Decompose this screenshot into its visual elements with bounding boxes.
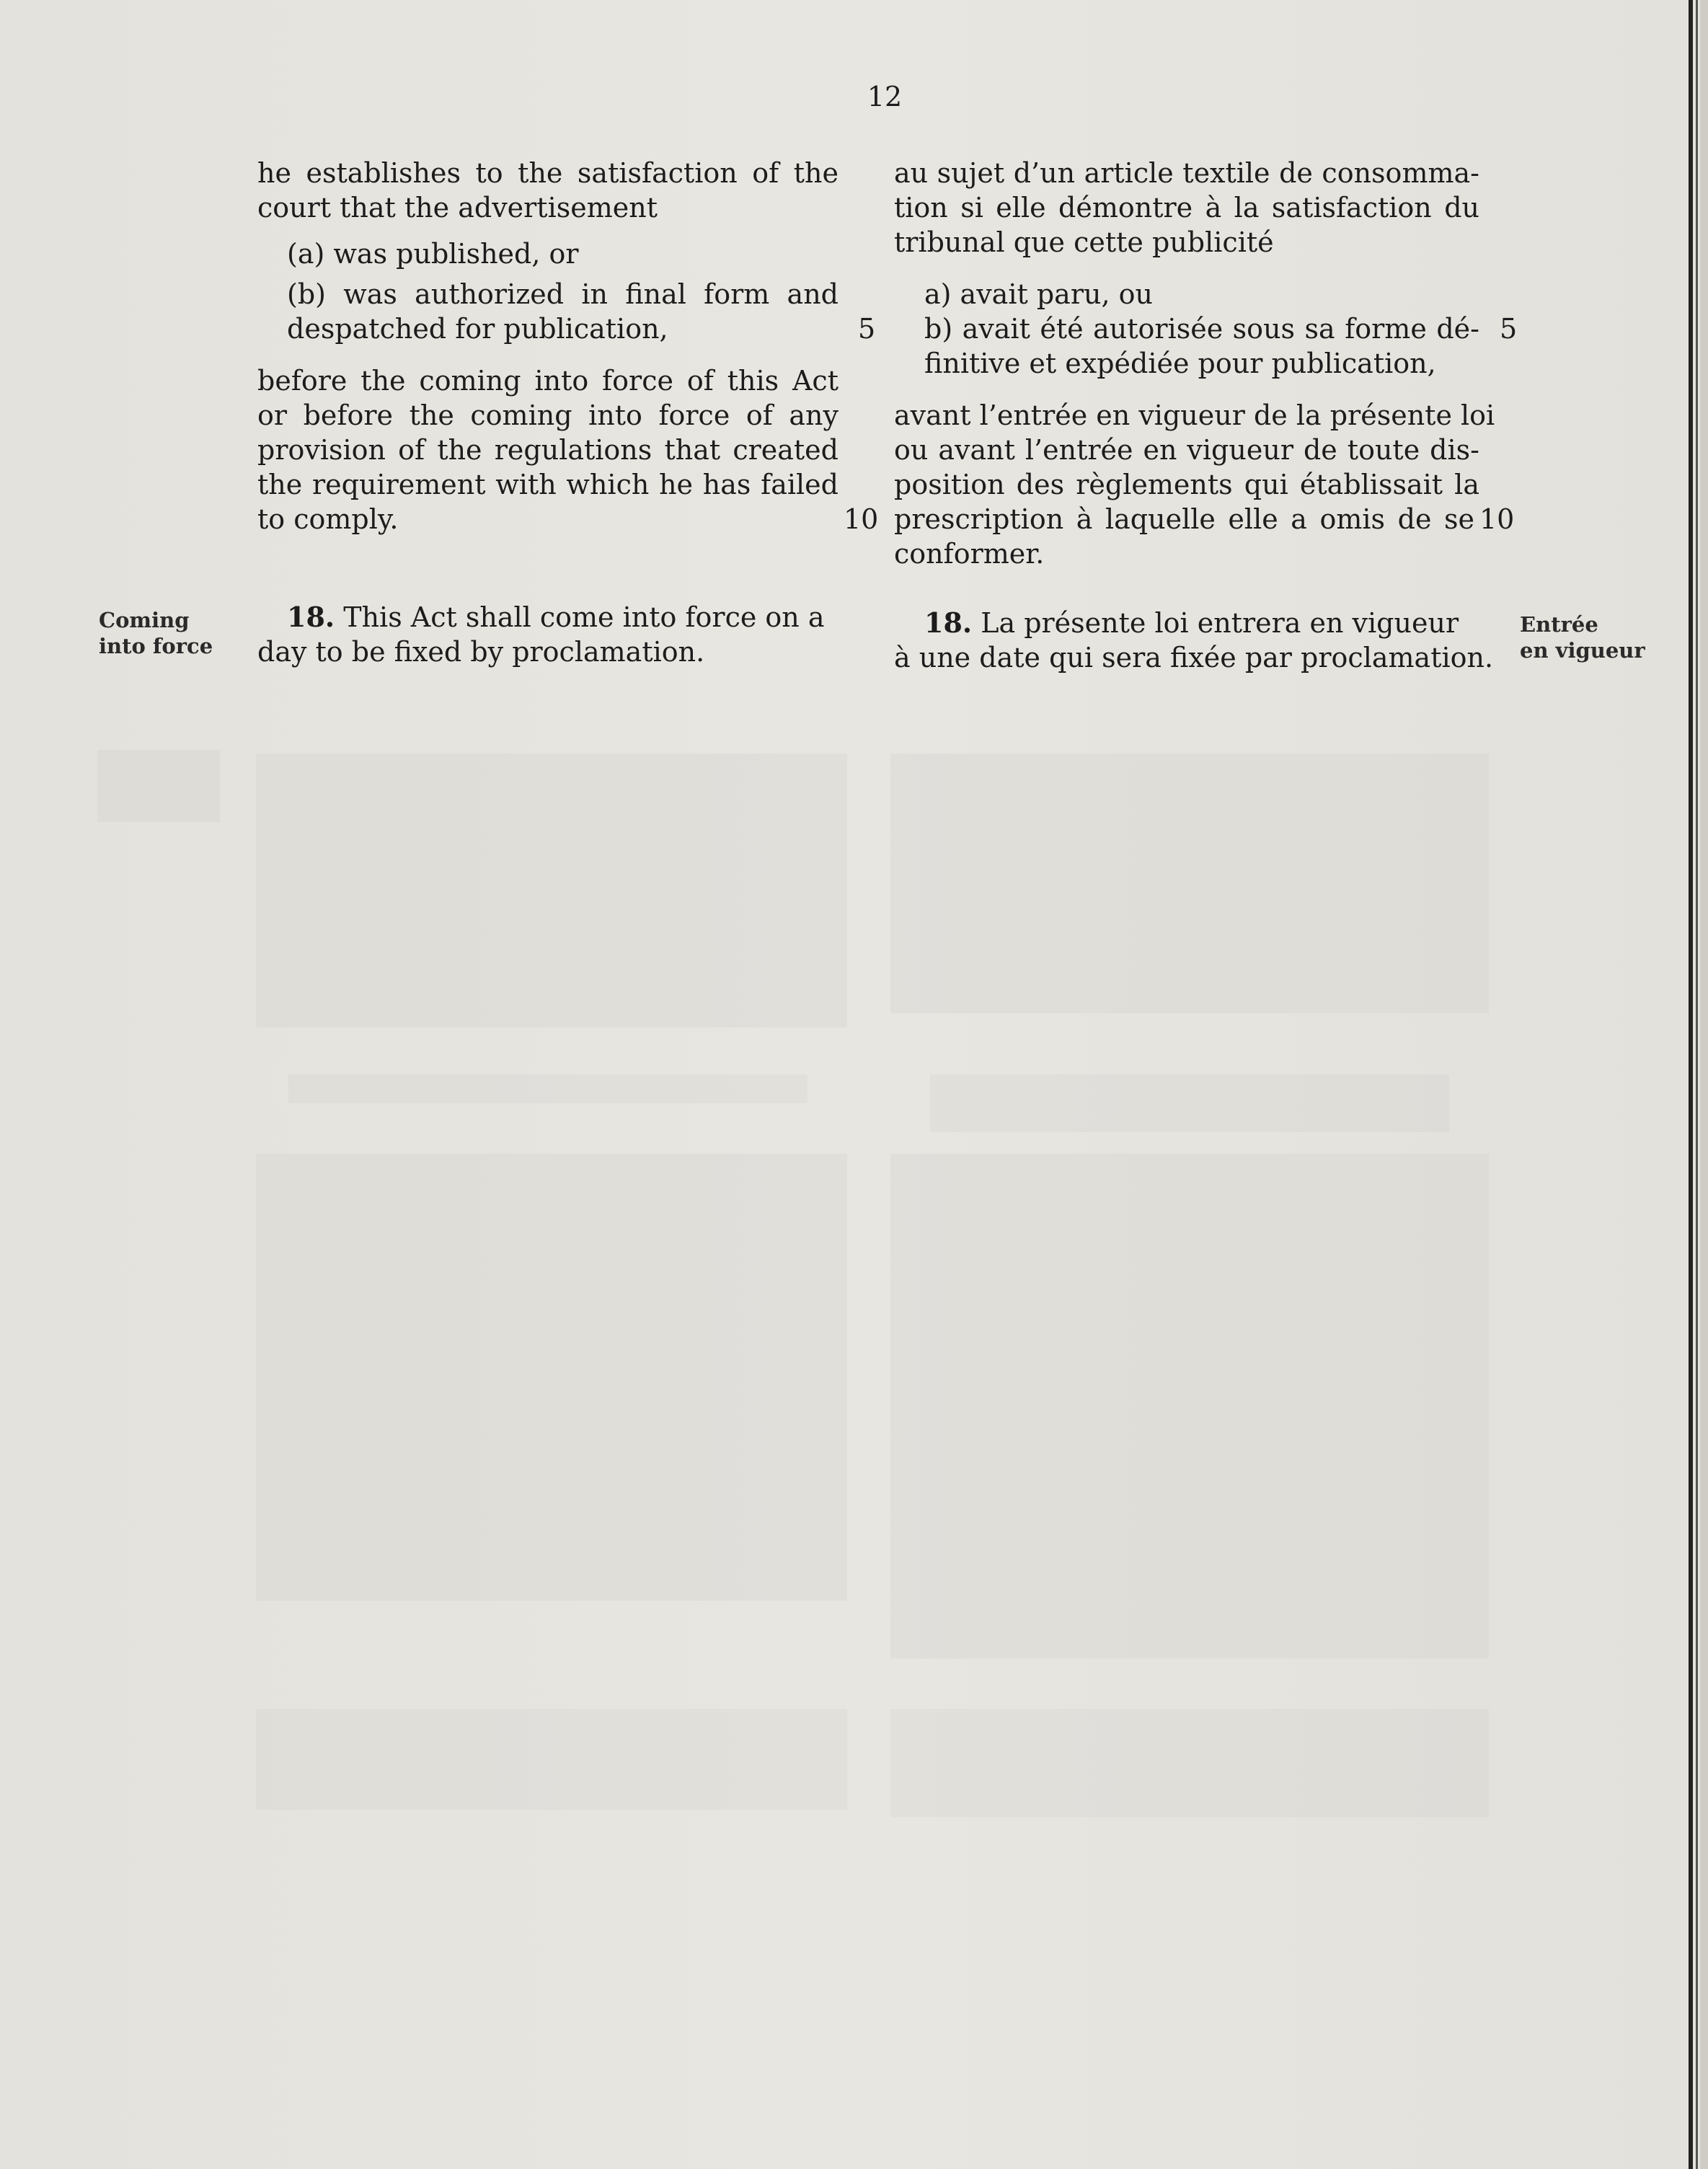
margin-note-line: into force: [99, 634, 213, 658]
page-edge-line: [1696, 0, 1698, 2169]
english-line: before the coming into force of this Act: [257, 365, 838, 397]
english-line: provision of the regulations that created: [257, 434, 838, 466]
french-clause-a: a) avait paru, ou: [924, 278, 1153, 310]
english-section-text-2: day to be fixed by proclamation.: [257, 636, 705, 668]
english-margin-note: [99, 607, 213, 659]
line-number-en-10: 10: [844, 503, 879, 535]
page-edge-shadow: [1689, 0, 1693, 2169]
french-margin-note: [1520, 611, 1645, 663]
french-section-number: 18.: [924, 606, 973, 639]
english-section-number: 18.: [287, 601, 335, 633]
margin-note-line: Coming: [99, 608, 190, 632]
french-line: au sujet d’un article textile de consomma-: [894, 157, 1479, 189]
french-clause-b: b) avait été autorisée sous sa forme dé-: [924, 313, 1479, 345]
page-edge-paper: [1700, 0, 1708, 2169]
line-number-fr-5: 5: [1500, 313, 1518, 345]
french-line: finitive et expédiée pour publication,: [924, 348, 1436, 379]
french-section-text: La présente loi entrera en vigueur: [981, 607, 1459, 639]
english-line: or before the coming into force of any: [257, 399, 838, 431]
english-line: to comply.: [257, 503, 399, 535]
line-number-fr-10: 10: [1479, 503, 1515, 535]
french-line: tribunal que cette publicité: [894, 226, 1274, 258]
margin-note-line: Entrée: [1520, 612, 1598, 637]
french-line: tion si elle démontre à la satisfaction du: [894, 192, 1479, 224]
english-clause-b: (b) was authorized in final form and: [287, 278, 838, 310]
english-clause-a: (a) was published, or: [287, 238, 579, 270]
english-section-18: [287, 600, 838, 635]
french-line: prescription à laquelle elle a omis de se: [894, 503, 1474, 535]
line-number-en-5: 5: [858, 313, 876, 345]
margin-note-line: en vigueur: [1520, 638, 1645, 663]
page-number: 12: [867, 81, 903, 112]
french-section-text-2: à une date qui sera fixée par proclamation.: [894, 642, 1494, 673]
english-line: he establishes to the satisfaction of the: [257, 157, 838, 189]
english-line: the requirement with which he has failed: [257, 469, 838, 500]
french-line: position des règlements qui établissait la: [894, 469, 1479, 500]
english-section-text: This Act shall come into force on a: [343, 601, 825, 633]
english-line: court that the advertisement: [257, 192, 658, 224]
french-line: avant l’entrée en vigueur de la présente loi: [894, 399, 1495, 431]
french-line: conformer.: [894, 538, 1045, 570]
french-line: ou avant l’entrée en vigueur de toute dis-: [894, 434, 1479, 466]
french-section-18: [924, 606, 1479, 640]
english-line: despatched for publication,: [287, 313, 668, 345]
